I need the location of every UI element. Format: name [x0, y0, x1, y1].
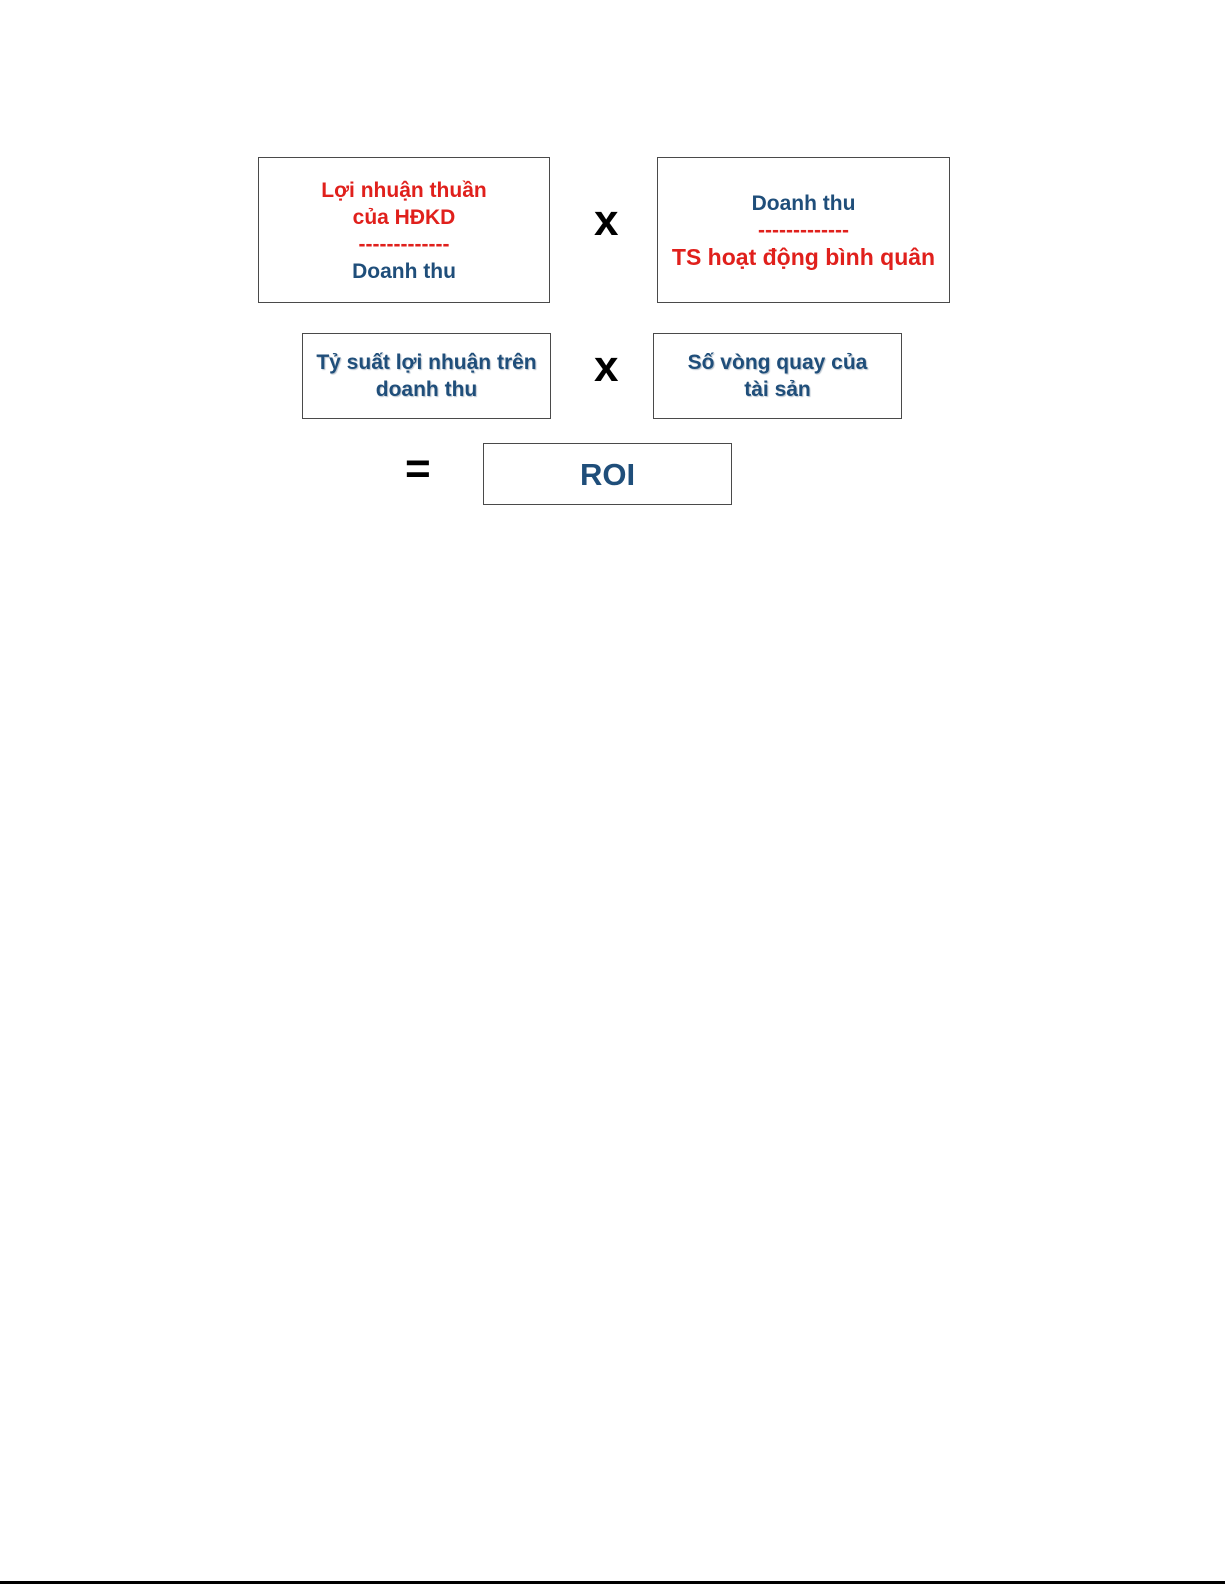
equals-operator: = — [405, 444, 431, 493]
fraction-separator: ------------- — [358, 233, 450, 256]
label-line-2: tài sản — [744, 378, 811, 401]
box-net-profit-over-revenue — [258, 157, 550, 303]
numerator: Doanh thu — [751, 191, 856, 215]
fraction-separator: ------------- — [758, 218, 849, 242]
denominator: Doanh thu — [352, 260, 456, 283]
box-profit-margin — [302, 333, 551, 419]
box-asset-turnover — [653, 333, 902, 419]
denominator: TS hoạt động bình quân — [671, 243, 936, 270]
box-revenue-over-assets — [657, 157, 950, 303]
numerator-line-1: Lợi nhuận thuần — [321, 179, 487, 202]
multiply-operator-middle: x — [594, 342, 619, 391]
label-line-1: Tỷ suất lợi nhuận trên — [316, 351, 537, 374]
page-bottom-rule — [0, 1581, 1225, 1584]
numerator-line-2: của HĐKD — [352, 206, 456, 229]
box-roi-result — [483, 443, 732, 505]
result-label: ROI — [579, 456, 636, 492]
label-line-1: Số vòng quay của — [687, 351, 868, 374]
multiply-operator-top: x — [594, 196, 619, 245]
label-line-2: doanh thu — [375, 378, 478, 401]
